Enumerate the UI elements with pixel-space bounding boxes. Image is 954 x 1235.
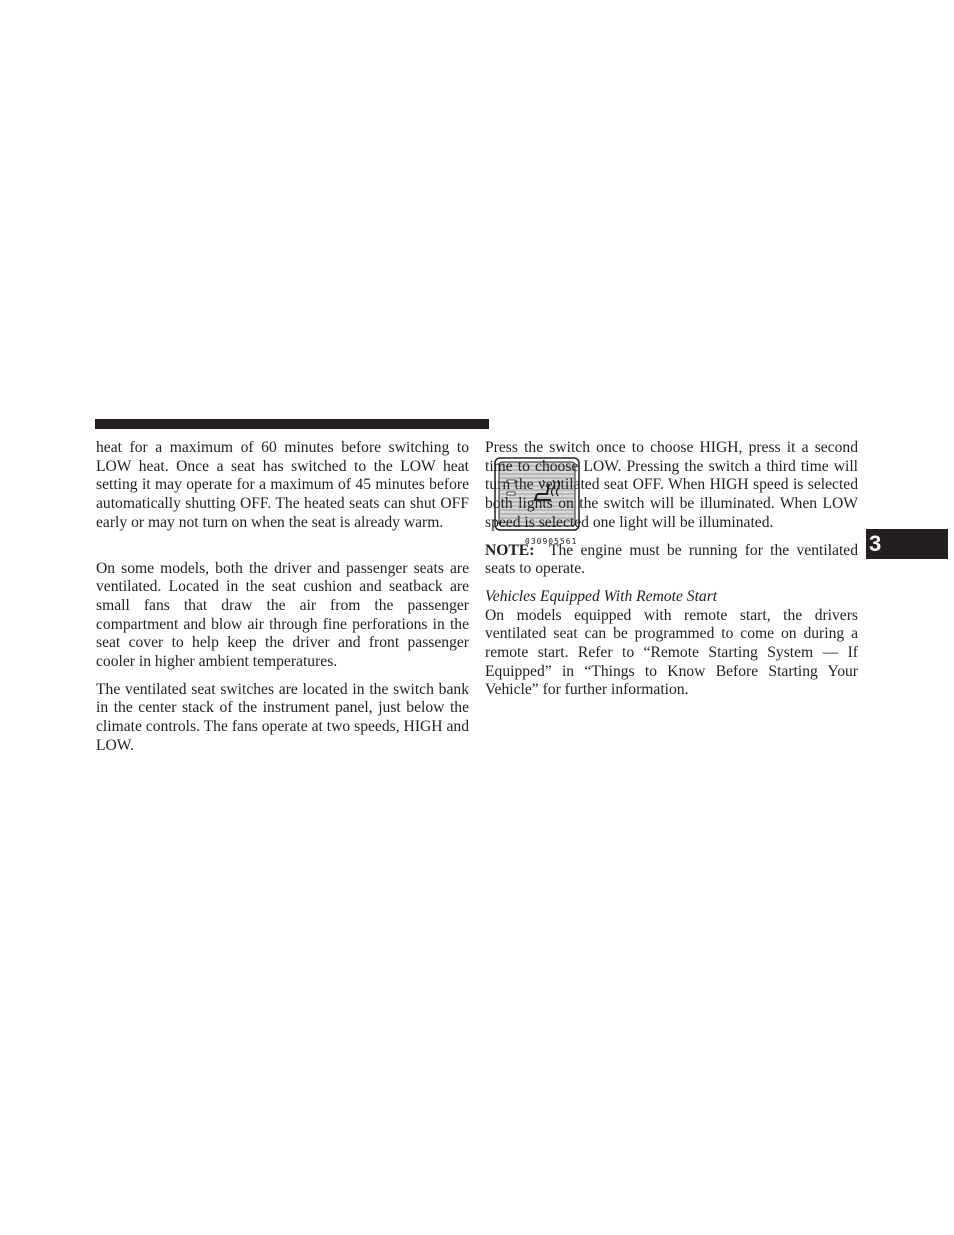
paragraph-heat-timing: heat for a maximum of 60 minutes before switching to LOW heat. Once a seat has switched to the LOW heat setting it may operate for a maximum of 45 minutes before automatically shutting OFF. The heated seats can shut OFF early or may not turn on when the seat is already warm. — [96, 439, 469, 531]
right-column — [485, 439, 858, 700]
paragraph-switch-operation: Press the switch once to choose HIGH, press it a second time to choose LOW. Pressing the switch a third time will turn the ventilated seat OFF. When HIGH speed is selected both lights on the switch will be illuminated. When LOW speed is selected one light will be illuminated. — [485, 439, 858, 531]
paragraph-switch-location: The ventilated seat switches are located in the switch bank in the center stack of the instrument panel, just below the climate controls. The fans operate at two speeds, HIGH and LOW. — [96, 680, 469, 754]
paragraph-ventilated-seats: On some models, both the driver and passenger seats are ventilated. Located in the seat cushion and seatback are small fans that draw the air from the passenger compartment and blow air through fine perforations in the seat cover to help keep the driver and front passenger cooler in higher ambient temperatures. — [96, 559, 469, 671]
section-rule — [95, 419, 489, 429]
note-label: NOTE: — [485, 541, 535, 559]
note-text: The engine must be running for the ventilated seats to operate. — [485, 541, 858, 578]
note-paragraph — [485, 542, 858, 579]
left-column — [96, 439, 469, 756]
figure-code: 030905561 — [525, 537, 578, 546]
subheading-remote-start: Vehicles Equipped With Remote Start — [485, 587, 718, 605]
paragraph-remote-start: On models equipped with remote start, the drivers ventilated seat can be programmed to come on during a remote start. Refer to “Remote Starting System — If Equipped” in “Things to Know Before Starting Your Vehicle” for further information. — [485, 606, 858, 699]
chapter-tab: 3 — [866, 529, 948, 559]
